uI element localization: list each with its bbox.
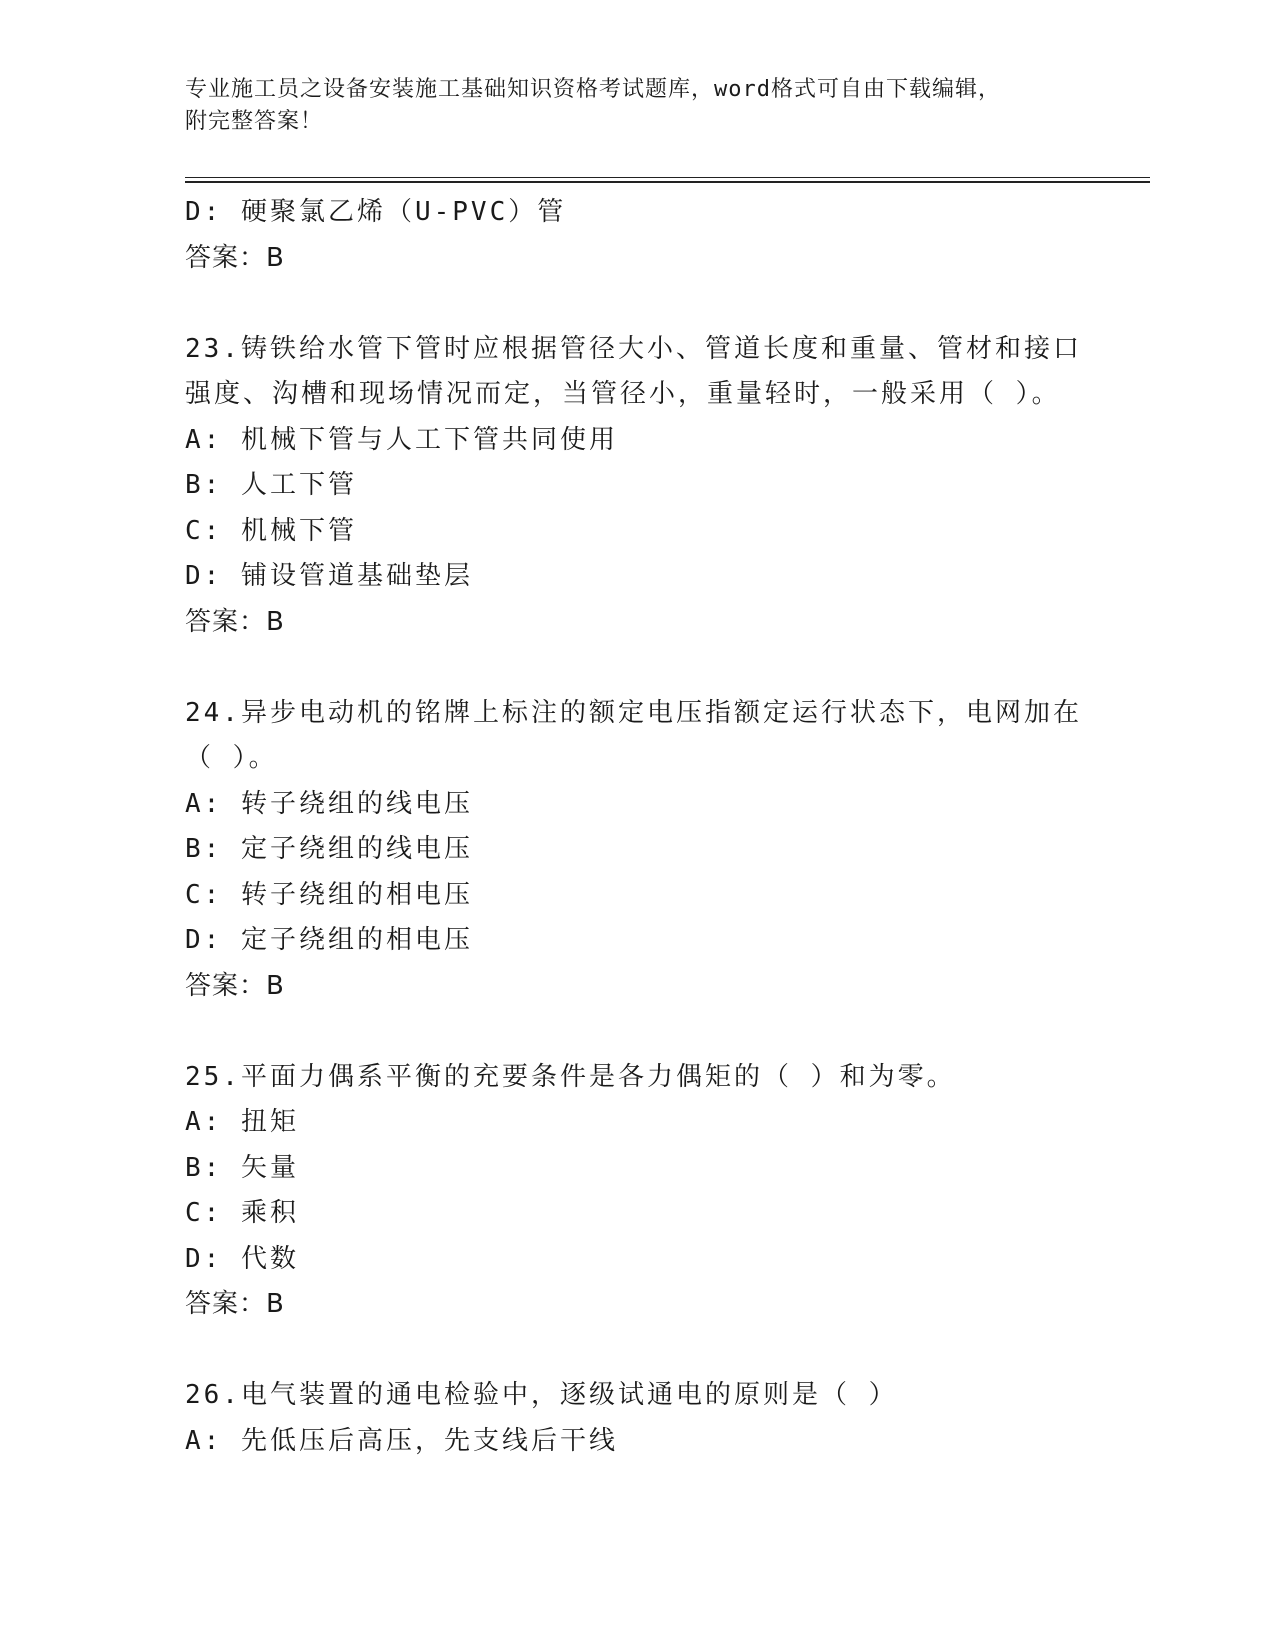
document-header [185,74,1085,138]
option-a: A: 先低压后高压，先支线后干线 [185,1425,618,1456]
option-c: C: 乘积 [185,1198,299,1228]
option-a: A: 转子绕组的线电压 [185,788,473,819]
option-c: C: 转子绕组的相电压 [185,879,473,910]
question-stem-line: （ ）。 [185,743,278,773]
question-stem-line: 23.铸铁给水管下管时应根据管径大小、管道长度和重量、管材和接口 [185,333,1082,364]
continued-answer: 答案：B [185,242,285,273]
spacer [185,645,1085,691]
option-a: A: 扭矩 [185,1107,299,1137]
option-b: B: 定子绕组的线电压 [185,834,473,864]
answer-line: 答案：B [185,606,285,637]
question-stem-line: 26.电气装置的通电检验中，逐级试通电的原则是（ ） [185,1380,898,1410]
header-divider-thick [185,181,1150,183]
question-list [185,190,1085,1464]
question-26 [185,1373,1085,1464]
header-divider-thin [185,177,1150,178]
option-d: D: 代数 [185,1243,299,1274]
question-25 [185,1055,1085,1328]
question-23 [185,327,1085,646]
question-stem-line: 强度、沟槽和现场情况而定，当管径小，重量轻时，一般采用（ ）。 [185,379,1061,409]
option-b: B: 矢量 [185,1152,299,1183]
spacer [185,1009,1085,1055]
option-b: B: 人工下管 [185,470,357,500]
option-d: D: 定子绕组的相电压 [185,925,473,955]
option-c: C: 机械下管 [185,515,357,546]
option-a: A: 机械下管与人工下管共同使用 [185,424,618,455]
header-line-2: 附完整答案！ [185,109,324,134]
question-24 [185,691,1085,1010]
spacer [185,1328,1085,1374]
question-stem-line: 25.平面力偶系平衡的充要条件是各力偶矩的（ ）和为零。 [185,1061,956,1092]
spacer [185,281,1085,327]
answer-line: 答案：B [185,1289,285,1319]
continued-option-d: D: 硬聚氯乙烯（U-PVC）管 [185,197,567,227]
header-line-1: 专业施工员之设备安装施工基础知识资格考试题库，word格式可自由下载编辑， [185,77,1001,102]
question-stem-line: 24.异步电动机的铭牌上标注的额定电压指额定运行状态下，电网加在 [185,697,1082,728]
option-d: D: 铺设管道基础垫层 [185,561,473,591]
answer-line: 答案：B [185,970,285,1001]
